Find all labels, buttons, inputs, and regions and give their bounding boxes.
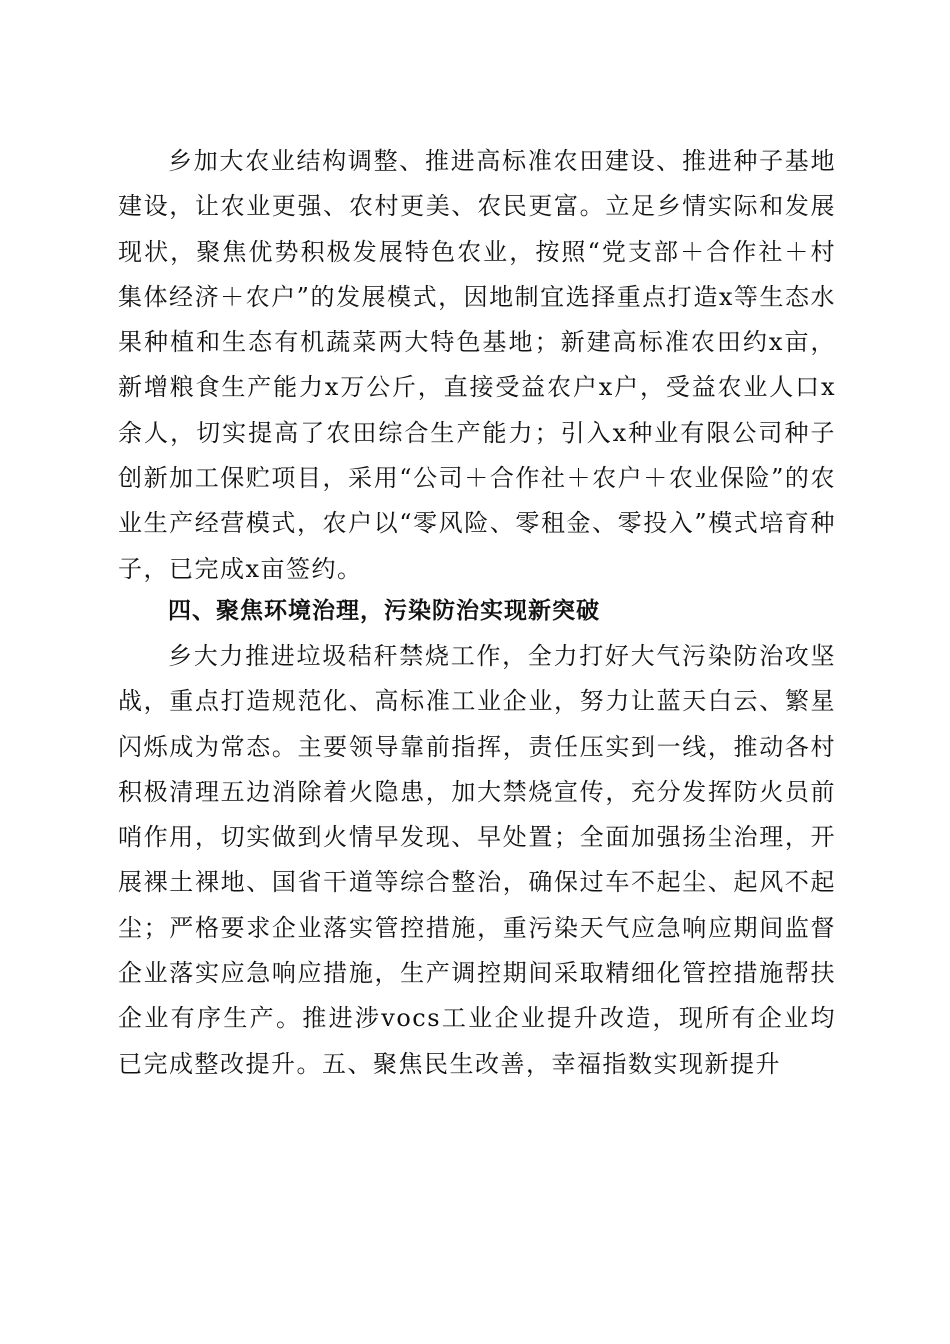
paragraph-agriculture: 乡加大农业结构调整、推进高标准农田建设、推进种子基地建设，让农业更强、农村更美、农民更富。立足乡情实际和发展现状，聚焦优势积极发展特色农业，按照“党支部＋合作社＋村集体经济＋农户”的发展模式，因地制宜选择重点打造x等生态水果种植和生态有机蔬菜两大特色基地；新建高标准农田约x亩，新增粮食生产能力x万公斤，直接受益农户x户，受益农业人口x余人，切实提高了农田综合生产能力；引入x种业有限公司种子创新加工保贮项目，采用“公司＋合作社＋农户＋农业保险”的农业生产经营模式，农户以“零风险、零租金、零投入”模式培育种子，已完成x亩签约。 [118, 147, 836, 583]
section-heading: 四、聚焦环境治理，污染防治实现新突破 [168, 598, 600, 624]
paragraph-environment: 乡大力推进垃圾秸秆禁烧工作，全力打好大气污染防治攻坚战，重点打造规范化、高标准工业企业，努力让蓝天白云、繁星闪烁成为常态。主要领导靠前指挥，责任压实到一线，推动各村积极清理五边消除着火隐患，加大禁烧宣传，充分发挥防火员前哨作用，切实做到火情早发现、早处置；全面加强扬尘治理，开展裸土裸地、国省干道等综合整治，确保过车不起尘、起风不起尘；严格要求企业落实管控措施，重污染天气应急响应期间监督企业落实应急响应措施，生产调控期间采取精细化管控措施帮扶企业有序生产。推进涉vocs工业企业提升改造，现所有企业均已完成整改提升。五、聚焦民生改善，幸福指数实现新提升 [118, 642, 836, 1078]
